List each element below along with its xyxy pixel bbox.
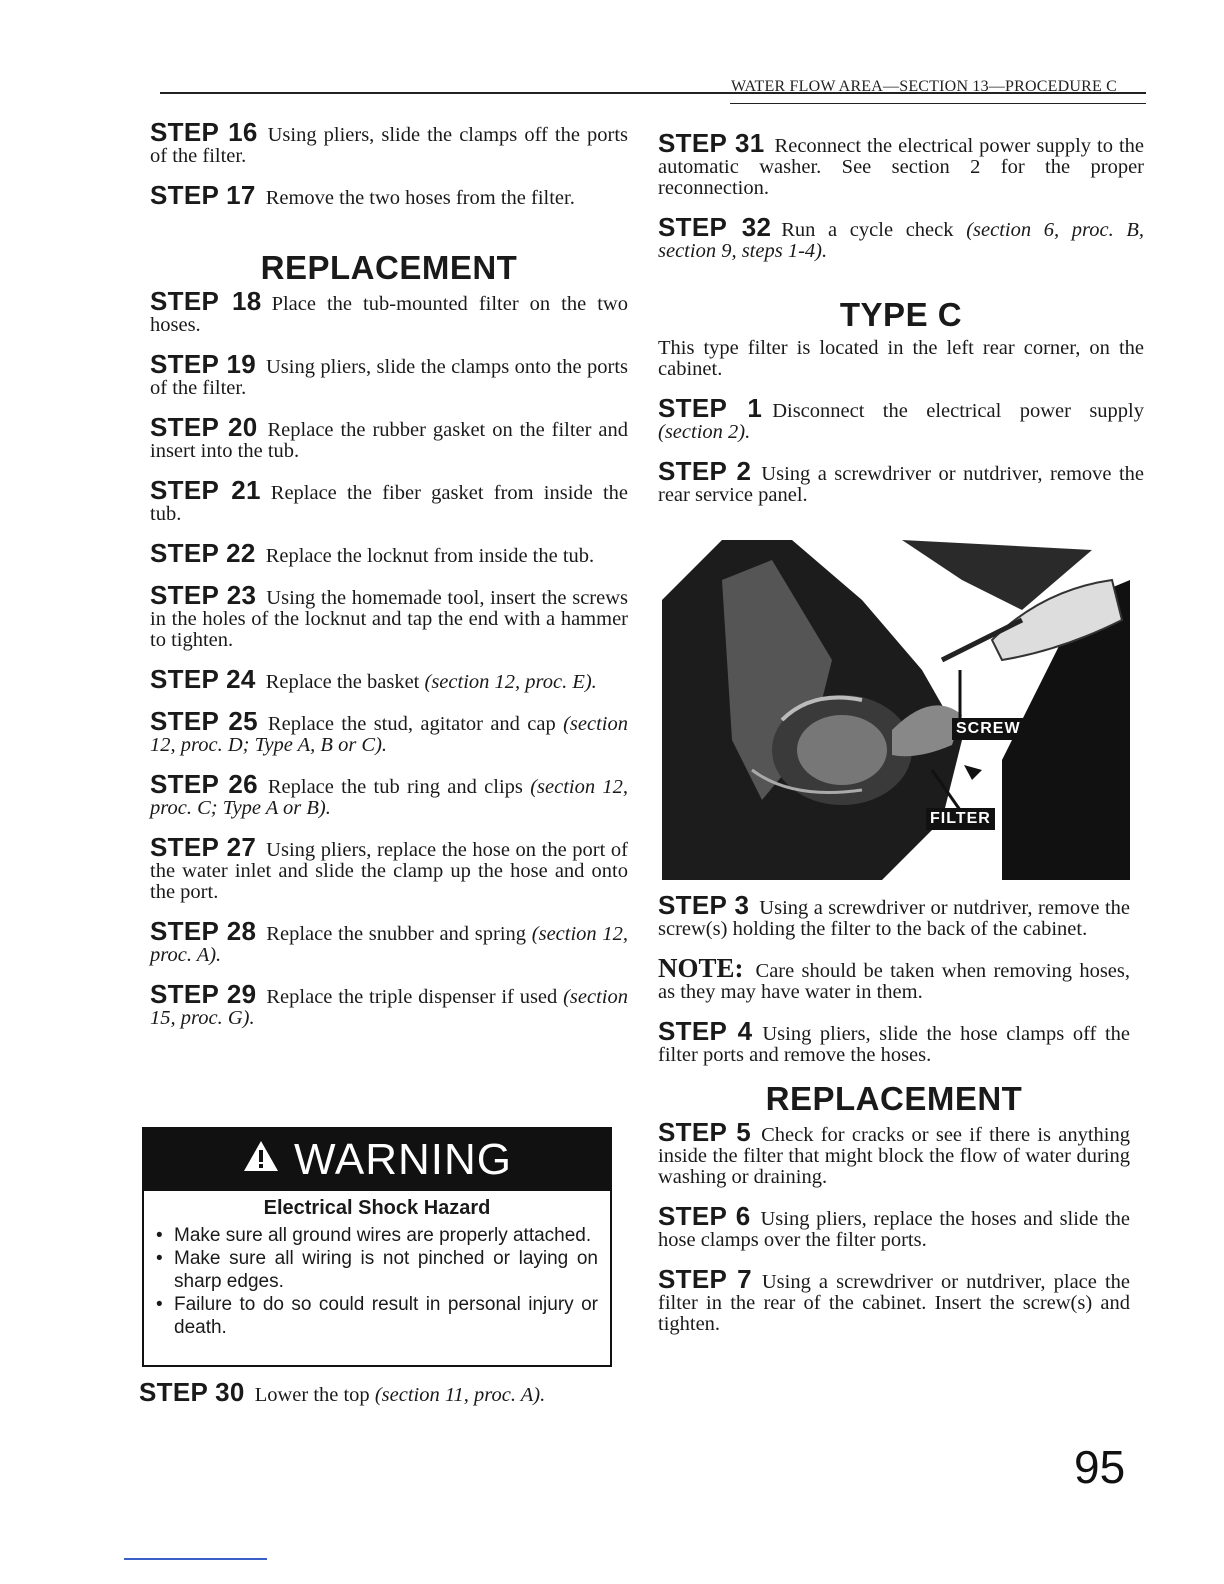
step-label: STEP 4 (658, 1016, 753, 1046)
right-column (658, 128, 1145, 524)
type-c-intro: This type filter is located in the left rear corner, on the cabinet. (658, 337, 1144, 380)
step-29 (150, 979, 628, 1029)
step-text: Using pliers, slide the clamps onto the ports of the filter. (150, 356, 629, 399)
step-text: Place the tub-mounted filter on the two hoses. (150, 293, 628, 336)
warning-triangle-icon (242, 1138, 280, 1183)
warning-subtitle: Electrical Shock Hazard (263, 1197, 491, 1219)
step-label: STEP 17 (150, 180, 256, 210)
footer-link-line (124, 1558, 267, 1560)
step-31 (658, 128, 1144, 199)
step-21 (150, 475, 628, 525)
step-3 (658, 890, 1131, 940)
step-text: Replace the snubber and spring (266, 923, 527, 945)
note (658, 953, 1130, 1003)
step-text: Using pliers, slide the clamps off the ports of the filter. (150, 124, 628, 167)
step-label: STEP 24 (150, 664, 256, 694)
step-label: STEP 32 (658, 212, 772, 242)
step-text: Reconnect the electrical power supply to the automatic washer. See section 2 for the proper reconnection. (658, 135, 1144, 199)
step-label: STEP 19 (150, 349, 256, 379)
step-text: Replace the tub ring and clips (267, 776, 523, 798)
step-reference: (section 12, proc. E). (424, 671, 597, 693)
photo-label-filter: FILTER (926, 808, 995, 830)
step-label: STEP 28 (150, 916, 257, 946)
step-25 (150, 706, 628, 756)
replacement-heading: REPLACEMENT (260, 249, 518, 286)
step-text: Using a screwdriver or nutdriver, remove the screw(s) holding the filter to the back of the cabinet. (658, 897, 1131, 940)
step-20 (150, 412, 628, 462)
step-27 (150, 832, 628, 903)
step-18 (150, 286, 628, 336)
step-label: STEP 2 (658, 456, 752, 486)
step-32 (658, 212, 1145, 262)
step-4 (658, 1016, 1130, 1066)
left-column (150, 117, 629, 1047)
step-label: STEP 30 (139, 1377, 245, 1407)
warning-item: • Make sure all ground wires are properly attached. (156, 1224, 598, 1247)
step-label: STEP 26 (150, 769, 258, 799)
note-label: NOTE: (658, 953, 744, 983)
step-text: Replace the basket (265, 671, 420, 693)
right-column-lower (658, 890, 1131, 1353)
step-label: STEP 21 (150, 475, 261, 505)
photo-illustration (662, 540, 1130, 880)
step-text: Disconnect the electrical power supply (772, 400, 1144, 422)
step-reference: (section 2). (658, 421, 751, 443)
step-28 (150, 916, 629, 966)
step-24 (150, 664, 628, 694)
running-head: WATER FLOW AREA—SECTION 13—PROCEDURE C (731, 78, 1117, 95)
step-label: STEP 1 (658, 393, 763, 423)
step-reference: (section 11, proc. A). (374, 1384, 546, 1406)
step-reference: (section 6, proc. B, section 9, steps 1-4). (658, 219, 1145, 262)
header-underline (730, 103, 1146, 104)
step-text: Check for cracks or see if there is anything inside the filter that might block the flow of water during washing or draining. (658, 1124, 1131, 1188)
step-label: STEP 6 (658, 1201, 751, 1231)
step-22 (150, 538, 628, 568)
warning-header (144, 1129, 610, 1191)
step-text: Using the homemade tool, insert the screws in the holes of the locknut and tap the end with a hammer to tighten. (150, 587, 628, 651)
step-label: STEP 31 (658, 128, 765, 158)
step-30 (139, 1377, 617, 1407)
step-label: STEP 5 (658, 1117, 752, 1147)
step-19 (150, 349, 629, 399)
step-16 (150, 117, 628, 167)
step-label: STEP 20 (150, 412, 258, 442)
step-label: STEP 23 (150, 580, 257, 610)
step-reference: (section 15, proc. G). (150, 986, 628, 1029)
replacement-heading-right: REPLACEMENT (765, 1080, 1023, 1117)
step-label: STEP 16 (150, 117, 258, 147)
step-17 (150, 180, 628, 210)
step-label: STEP 25 (150, 706, 258, 736)
type-c-heading: TYPE C (839, 296, 963, 333)
step-1 (658, 393, 1144, 443)
step-label: STEP 3 (658, 890, 750, 920)
warning-box (142, 1127, 612, 1367)
step-text: Replace the rubber gasket on the filter and insert into the tub. (150, 419, 628, 462)
step-text: Using a screwdriver or nutdriver, remove the rear service panel. (658, 463, 1145, 506)
page-number: 95 (1074, 1441, 1126, 1493)
step-text: Replace the triple dispenser if used (266, 986, 558, 1008)
step-text: Using pliers, slide the hose clamps off the filter ports and remove the hoses. (658, 1023, 1130, 1066)
step-label: STEP 27 (150, 832, 257, 862)
step-text: Using a screwdriver or nutdriver, place the filter in the rear of the cabinet. Insert the screw(s) and tighten. (658, 1271, 1130, 1335)
step-reference: (section 12, proc. A). (150, 923, 629, 966)
step-26 (150, 769, 629, 819)
step-7 (658, 1264, 1130, 1335)
filter-photo (662, 540, 1130, 880)
step-reference: (section 12, proc. D; Type A, B or C). (150, 713, 628, 756)
step-text: Using pliers, replace the hoses and slide the hose clamps over the filter ports. (658, 1208, 1131, 1251)
step-text: Replace the locknut from inside the tub. (265, 545, 595, 567)
photo-label-screw: SCREW (952, 718, 1025, 740)
step-text: Remove the two hoses from the filter. (265, 187, 575, 209)
note-text: Care should be taken when removing hoses, as they may have water in them. (658, 960, 1130, 1003)
step-reference: (section 12, proc. C; Type A or B). (150, 776, 629, 819)
warning-list (144, 1224, 610, 1339)
step-label: STEP 18 (150, 286, 262, 316)
step-2 (658, 456, 1145, 506)
step-6 (658, 1201, 1131, 1251)
step-5 (658, 1117, 1131, 1188)
step-text: Run a cycle check (781, 219, 954, 241)
step-text: Replace the fiber gasket from inside the tub. (150, 482, 628, 525)
step-text: Lower the top (254, 1384, 370, 1406)
step-23 (150, 580, 628, 651)
step-text: Replace the stud, agitator and cap (267, 713, 556, 735)
step-text: Using pliers, replace the hose on the port of the water inlet and slide the clamp up the hose and onto the port. (150, 839, 628, 903)
step-label: STEP 29 (150, 979, 257, 1009)
step-label: STEP 22 (150, 538, 256, 568)
warning-item: • Failure to do so could result in personal injury or death. (156, 1293, 598, 1339)
step-label: STEP 7 (658, 1264, 752, 1294)
warning-title: WARNING (293, 1135, 513, 1184)
warning-item: • Make sure all wiring is not pinched or laying on sharp edges. (156, 1247, 598, 1293)
